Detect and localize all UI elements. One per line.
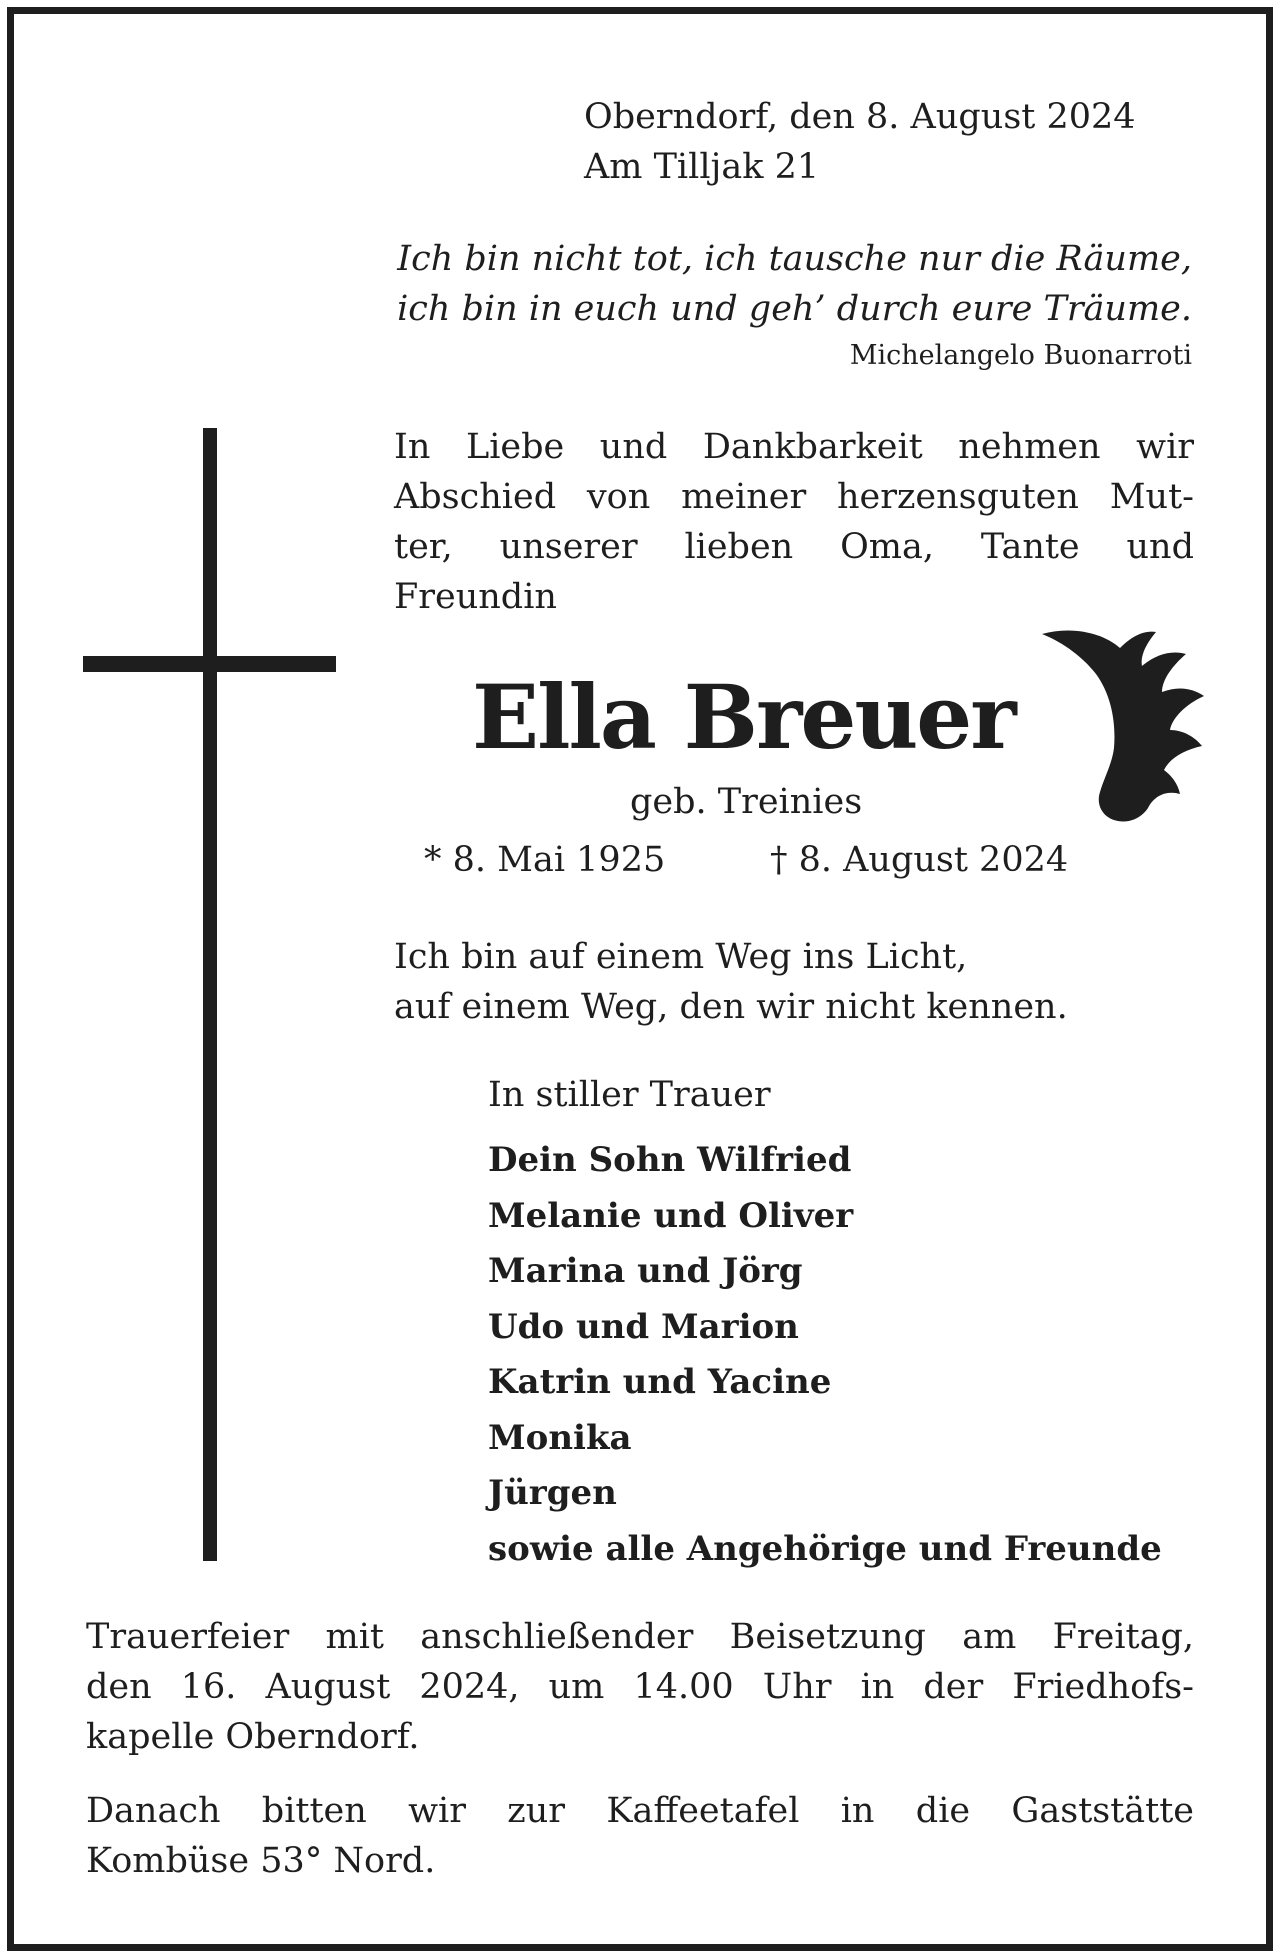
funeral-line: den 16. August 2024, um 14.00 Uhr in der Friedhofs- — [86, 1667, 1194, 1707]
place-date: Oberndorf, den 8. August 2024 — [584, 97, 1136, 137]
quote-line: Ich bin nicht tot, ich tausche nur die Räume, — [397, 239, 1192, 279]
intro-text — [394, 422, 1194, 622]
life-dates — [424, 838, 1069, 882]
mourner-name: Jürgen — [488, 1473, 617, 1513]
verse-line: Ich bin auf einem Weg ins Licht, — [394, 937, 968, 977]
address: Am Tilljak 21 — [584, 147, 820, 187]
cross-icon — [203, 428, 217, 1561]
funeral-line: kapelle Oberndorf. — [86, 1717, 420, 1757]
mourner-name: Melanie und Oliver — [488, 1195, 854, 1236]
intro-line: ter, unserer lieben Oma, Tante und — [394, 527, 1194, 567]
funeral-info — [86, 1612, 1194, 1762]
mourner-name: sowie alle Angehörige und Freunde — [488, 1528, 1162, 1569]
antler-icon — [1040, 626, 1210, 826]
quote-author: Michelangelo Buonarroti — [849, 340, 1192, 371]
mourner-name: Udo und Marion — [488, 1306, 799, 1347]
coffee-line: Danach bitten wir zur Kaffeetafel in die Gaststätte — [86, 1791, 1194, 1831]
mourner-name: Marina und Jörg — [488, 1251, 803, 1291]
death-date: † 8. August 2024 — [770, 840, 1069, 880]
coffee-line: Kombüse 53° Nord. — [86, 1841, 436, 1881]
mourner-name: Dein Sohn Wilfried — [488, 1140, 852, 1180]
deceased-name: Ella Breuer — [472, 665, 1015, 769]
intro-line: In Liebe und Dankbarkeit nehmen wir — [394, 427, 1194, 467]
verse-line: auf einem Weg, den wir nicht kennen. — [394, 987, 1068, 1027]
intro-line: Abschied von meiner herzensguten Mut- — [394, 477, 1194, 517]
quote-line: ich bin in euch und geh’ durch eure Träume. — [397, 289, 1192, 329]
funeral-line: Trauerfeier mit anschließender Beisetzung am Freitag, — [86, 1617, 1194, 1657]
birth-date: * 8. Mai 1925 — [424, 840, 666, 880]
mourners-list — [488, 1133, 1162, 1577]
intro-line: Freundin — [394, 577, 557, 617]
mourner-name: Monika — [488, 1417, 632, 1458]
mourning-label: In stiller Trauer — [488, 1075, 771, 1115]
cross-icon-bar — [83, 656, 336, 672]
header — [584, 92, 1136, 192]
coffee-info — [86, 1786, 1194, 1886]
mourner-name: Katrin und Yacine — [488, 1362, 832, 1402]
born-name: geb. Treinies — [630, 782, 863, 822]
quote — [397, 234, 1192, 334]
verse — [394, 932, 1068, 1032]
